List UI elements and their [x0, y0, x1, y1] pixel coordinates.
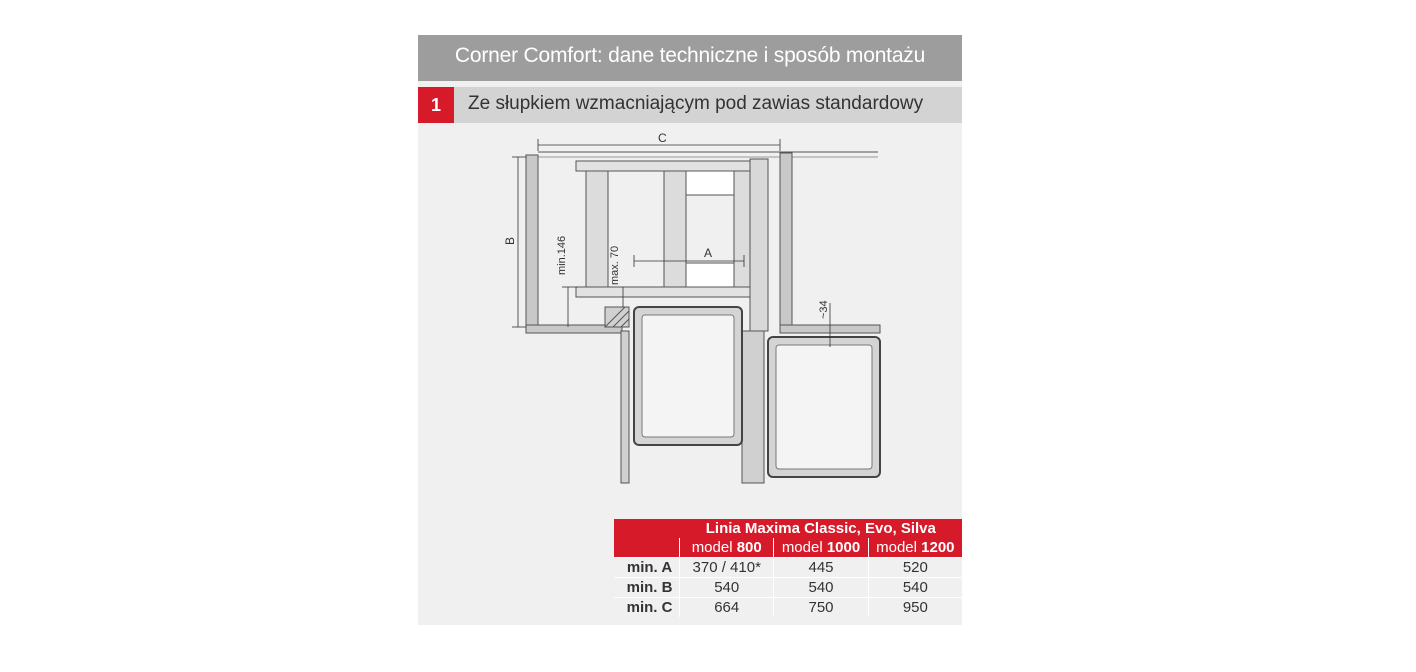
- table-row: [614, 578, 962, 598]
- table-cell: 664: [680, 598, 774, 618]
- row-label: min. A: [614, 558, 680, 578]
- model-header: model 1000: [774, 538, 868, 558]
- page-title: Corner Comfort: dane techniczne i sposób montażu: [418, 35, 962, 81]
- table-row: [614, 558, 962, 578]
- left-wall: [526, 155, 538, 331]
- dim-a-label: A: [704, 246, 713, 260]
- table-cell: 520: [868, 558, 962, 578]
- section-number: 1: [418, 87, 454, 123]
- table-cell: 540: [680, 578, 774, 598]
- table-row: [614, 598, 962, 618]
- table-cell: 540: [774, 578, 868, 598]
- dim-b-label: B: [503, 236, 517, 245]
- hinge-post: [742, 331, 764, 483]
- table-cell: 950: [868, 598, 962, 618]
- model-header: model 1200: [868, 538, 962, 558]
- dim-min146-label: min.146: [556, 235, 568, 275]
- line-name: Linia Maxima Classic, Evo, Silva: [680, 519, 962, 538]
- reinforcing-post: [750, 159, 768, 331]
- dim-34-label: ~34: [818, 300, 830, 319]
- upper-rail: [576, 161, 766, 171]
- table-cell: 540: [868, 578, 962, 598]
- dim-c-label: C: [658, 131, 667, 145]
- table-cell: 445: [774, 558, 868, 578]
- row-label: min. B: [614, 578, 680, 598]
- table-corner: [614, 519, 680, 558]
- dim-max70-label: max. 70: [609, 245, 621, 285]
- table-cell: 370 / 410*: [680, 558, 774, 578]
- model-header: model 800: [680, 538, 774, 558]
- left-frame: [586, 171, 608, 289]
- lower-rail: [576, 287, 766, 297]
- table-cell: 750: [774, 598, 868, 618]
- right-wall: [780, 153, 792, 329]
- installation-diagram: [418, 35, 962, 515]
- bracket-top: [686, 171, 734, 195]
- spec-panel: [418, 35, 962, 625]
- spec-table: [614, 519, 962, 617]
- row-label: min. C: [614, 598, 680, 618]
- section-title: Ze słupkiem wzmacniającym pod zawias standardowy: [468, 93, 924, 114]
- door-left: [621, 331, 629, 483]
- bracket-bottom: [686, 263, 734, 287]
- middle-frame: [664, 171, 686, 289]
